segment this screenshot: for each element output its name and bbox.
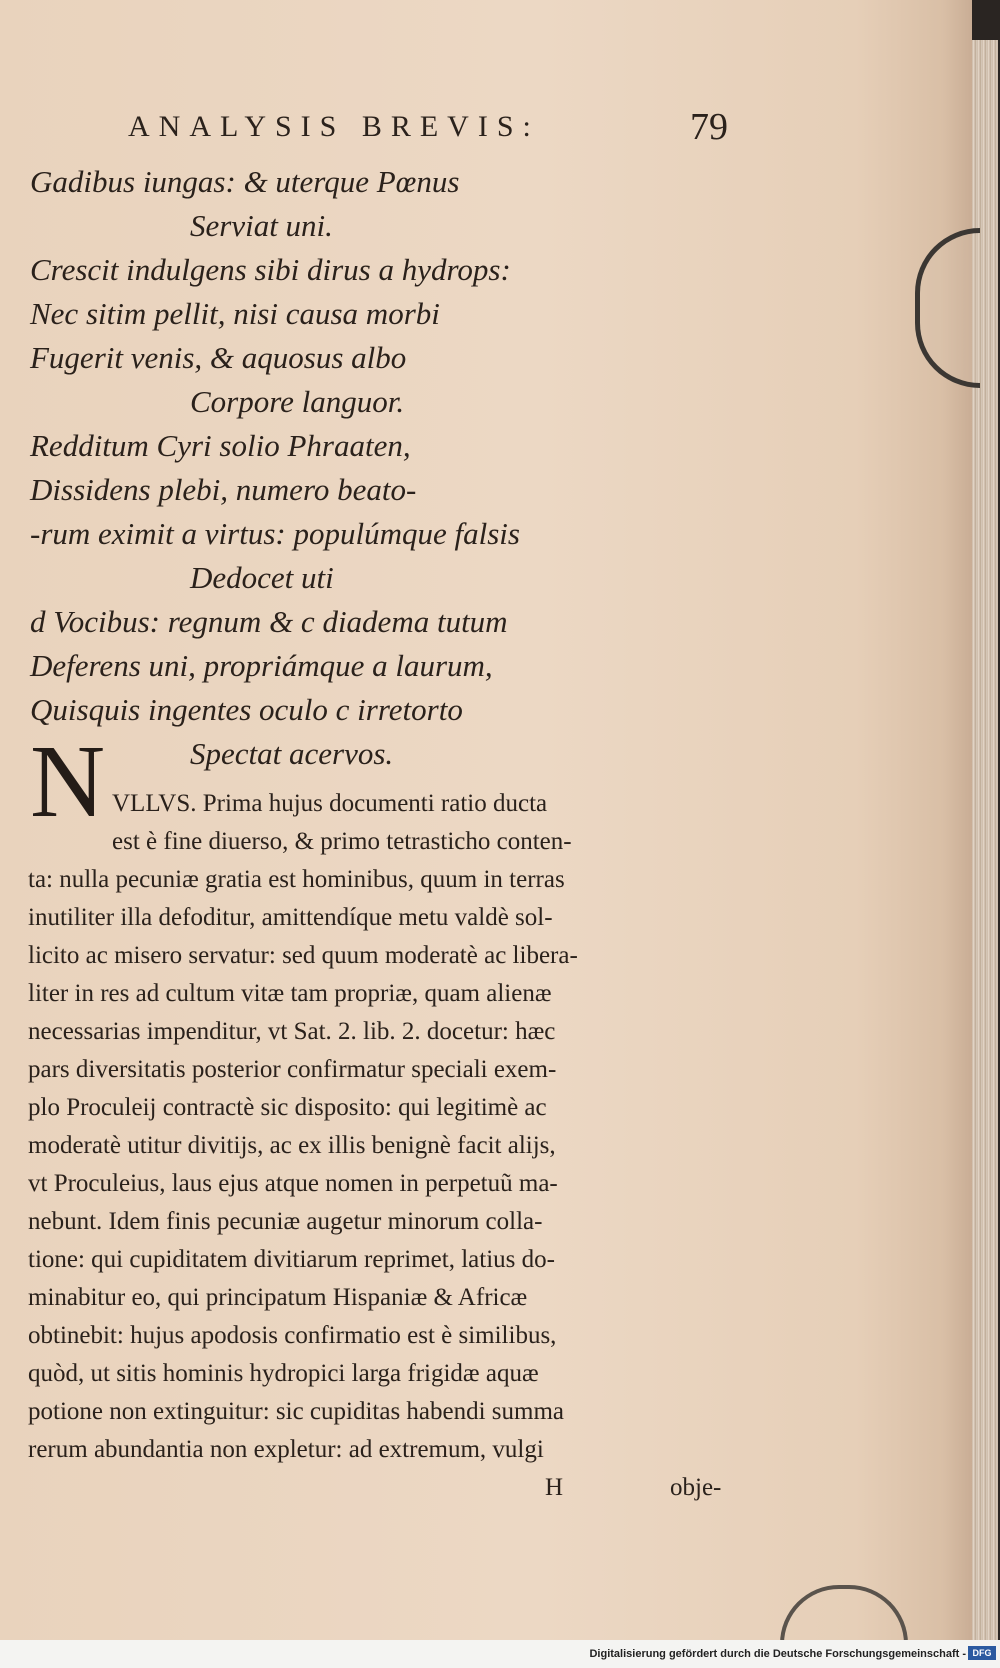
verse-line: -rum eximit a virtus: populúmque falsis	[30, 516, 520, 551]
catchword: obje-	[670, 1474, 722, 1501]
drop-cap: N	[30, 724, 106, 839]
signature-mark: H	[545, 1474, 564, 1501]
prose-line: quòd, ut sitis hominis hydropici larga frigidæ aquæ	[28, 1360, 539, 1387]
prose-line: licito ac misero servatur: sed quum moderatè ac libera-	[28, 942, 578, 969]
prose-line: minabitur eo, qui principatum Hispaniæ & Africæ	[28, 1284, 528, 1311]
prose-line: vt Proculeius, laus ejus atque nomen in perpetuũ ma-	[28, 1170, 558, 1197]
prose-line: inutiliter illa defoditur, amittendíque metu valdè sol-	[28, 904, 553, 931]
prose-line: ta: nulla pecuniæ gratia est hominibus, quum in terras	[28, 866, 565, 893]
prose-line: plo Proculeij contractè sic disposito: qui legitimè ac	[28, 1094, 547, 1121]
verse-line: Serviat uni.	[190, 208, 333, 243]
prose-line: necessarias impenditur, vt Sat. 2. lib. 2. docetur: hæc	[28, 1018, 556, 1045]
prose-line: est è fine diuerso, & primo tetrasticho conten-	[112, 828, 572, 855]
prose-line: tione: qui cupiditatem divitiarum reprimet, latius do-	[28, 1246, 555, 1273]
verse-line: Crescit indulgens sibi dirus a hydrops:	[30, 252, 511, 287]
verse-line: Spectat acervos.	[190, 736, 394, 771]
verse-line: Fugerit venis, & aquosus albo	[30, 340, 407, 375]
verse-line: d Vocibus: regnum & c diadema tutum	[30, 604, 508, 639]
verse-line: Dedocet uti	[190, 560, 334, 595]
prose-line: liter in res ad cultum vitæ tam propriæ, quam alienæ	[28, 980, 552, 1007]
verse-line: Deferens uni, propriámque a laurum,	[30, 648, 493, 683]
prose-line: pars diversitatis posterior confirmatur speciali exem-	[28, 1056, 557, 1083]
verse-line: Quisquis ingentes oculo c irretorto	[30, 692, 463, 727]
verse-line: Gadibus iungas: & uterque Pœnus	[30, 164, 460, 199]
prose-line: moderatè utitur divitijs, ac ex illis benignè facit alijs,	[28, 1132, 556, 1159]
page-number: 79	[690, 106, 728, 148]
verse-line: Dissidens plebi, numero beato-	[30, 472, 417, 507]
verse-line: Corpore languor.	[190, 384, 405, 419]
dfg-logo: DFG	[968, 1646, 996, 1660]
prose-line: nebunt. Idem finis pecuniæ augetur minorum colla-	[28, 1208, 543, 1235]
prose-line: rerum abundantia non expletur: ad extremum, vulgi	[28, 1436, 544, 1463]
prose-line: VLLVS. Prima hujus documenti ratio ducta	[112, 790, 548, 817]
running-head: ANALYSIS BREVIS:	[128, 110, 540, 143]
prose-line: potione non extinguitur: sic cupiditas habendi summa	[28, 1398, 565, 1425]
prose-line: obtinebit: hujus apodosis confirmatio est è similibus,	[28, 1322, 557, 1349]
verse-line: Redditum Cyri solio Phraaten,	[30, 428, 411, 463]
verse-line: Nec sitim pellit, nisi causa morbi	[30, 296, 440, 331]
footer-credit: Digitalisierung gefördert durch die Deutsche Forschungsgemeinschaft -	[589, 1648, 966, 1660]
